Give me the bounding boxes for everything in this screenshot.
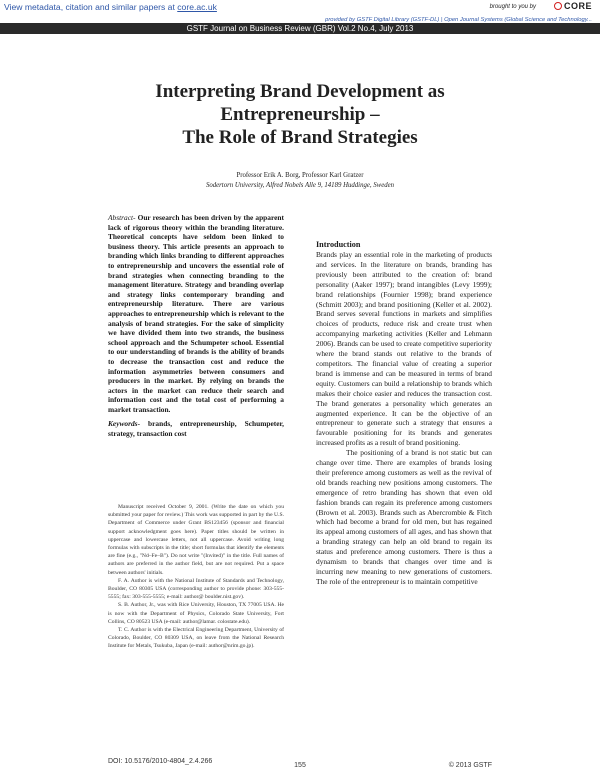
- footnote: F. A. Author is with the National Institute of Standards and Technology, Boulder, CO 80305 USA (corresponding author to provide phone: 303-555-5555; fax: 303-555-5555; e-mail: author@ boulder.nist.gov).: [108, 577, 284, 601]
- page-number: 155: [294, 762, 306, 769]
- right-column: [316, 239, 492, 587]
- left-column: [108, 213, 284, 439]
- paragraph: The positioning of a brand is not static but can change over time. There are examples of brands losing their preference among customers as well as the revival of old brands reaching new positions among customers. The emergence of retro branding has shown that even old fashion brands can regain its preference among customers (Brown et al. 2003). Brands such as Abercrombie & Fitch which had become a brand for old men, but has regained its appeal among customers of all ages, and has shown that a branding strategy can help an old brand to regain its status and preference among customers. There is thus a dynamism to brands that changes over time and is incurring new meaning to new generations of customers. The role of the entrepreneur is to maintain competitive: [316, 448, 492, 586]
- core-banner: [0, 0, 600, 14]
- abstract-text: Our research has been driven by the apparent lack of rigorous theory within the branding literature. Theoretical concepts have seldom been linked to business theory. This article presents an approach to branding which links branding to different approaches to entrepreneurship and uncovers the essential role of brand strategies when connecting branding to the management literature. Strategy and branding overlap and strategy links contemporary branding and entrepreneurship literature. There are various approaches to entrepreneurship which is relevant to the analysis of brand strategies. For the sake of simplicity we have divided them into two strands, the business school approach and the Schumpeter school. Essential to our understanding of brands is the ability of brands to decrease the transaction cost and reduce the information asymmetries between consumers and producers in the market. By relying on brands the actors in the market can reduce their search and information cost and the total cost of performing a market transaction.: [108, 213, 284, 414]
- affiliation: Sodertorn University, Alfred Nobels Alle 9, 14189 Huddinge, Sweden: [205, 182, 395, 189]
- introduction-body: [316, 250, 492, 587]
- doi: DOI: 10.5176/2010-4804_2.4.266: [108, 758, 213, 765]
- copyright: © 2013 GSTF: [448, 762, 492, 769]
- keywords-text: brands, entrepreneurship, Schumpeter, strategy, transaction cost: [108, 419, 284, 439]
- metadata-link[interactable]: View metadata, citation and similar papers at core.ac.uk: [4, 2, 217, 12]
- footnote: T. C. Author is with the Electrical Engineering Department, University of Colorado, Boulder, CO 80309 USA, on leave from the National Research Institute for Metals, Tsukuba, Japan (e-mail: author@nrim.go.jp).: [108, 627, 284, 650]
- authors: Professor Erik A. Borg, Professor Karl Gratzer: [236, 172, 364, 179]
- abstract-lead: Abstract-: [108, 213, 136, 222]
- paragraph: Brands play an essential role in the marketing of products and services. In the literature on brands, branding has previously been attributed to the creation of: brand personality (Aaker 1997); brand intangibles (Levy 1999); brand relationships (Fournier 1998); brand experience (Schmitt 2003); and brand positioning (Keller et al. 2002). Brand serves several functions in markets and simplifies choices of products, reduce risk and create trust when accompanying marketing activities (Keller and Lehmann 2006). Brands can be used to create competitive superiority where the brand stands out relative to the brands of competitors. The financial value of creating a superior brand is immense and can be measured in terms of brand equity. Customers can build a relationship to brands which makes their choice easier and reduces the transaction cost. The brand generates a personality which generates an augmented experience. It can be the objective of an entrepreneur to generate such a strategy that ensures a favourable positioning for its brands and generates increased profits as a result of brand positioning.: [316, 250, 492, 448]
- title-line: Entrepreneurship –: [220, 104, 380, 125]
- paper-title: [60, 80, 540, 149]
- title-line: Interpreting Brand Development as: [155, 81, 445, 102]
- core-logo[interactable]: CORE: [554, 1, 592, 11]
- title-line: The Role of Brand Strategies: [182, 127, 418, 148]
- abstract: [108, 213, 284, 414]
- introduction-heading: Introduction: [316, 240, 361, 249]
- footnote: S. B. Author, Jr., was with Rice University, Houston, TX 77005 USA. He is now with the Department of Physics, Colorado State University, Fort Collins, CO 80523 USA (e-mail: author@lamar. colostate.edu).: [108, 602, 284, 625]
- keywords: [108, 419, 284, 438]
- journal-header-text: GSTF Journal on Business Review (GBR) Vol.2 No.4, July 2013: [186, 24, 414, 33]
- brought-by-label: brought to you by: [489, 4, 536, 10]
- footnotes: [108, 503, 284, 651]
- core-logo-icon: [554, 2, 562, 10]
- footnote: Manuscript received October 9, 2001. (Write the date on which you submitted your paper for review.) This work was supported in part by the U.S. Department of Commerce under Grant BS123456 (sponsor and financial support acknowledgment goes here). Paper titles should be written in uppercase and lowercase letters, not all uppercase. Avoid writing long formulas with subscripts in the title; short formulas that identify the elements are fine (e.g., "Nd–Fe–B"). Do not write "(Invited)" in the title. Full names of authors are preferred in the author field, but are not required. Put a space between authors' initials.: [108, 504, 284, 576]
- keywords-lead: Keywords-: [108, 419, 141, 429]
- provided-by-link[interactable]: provided by GSTF Digital Library (GSTF-DL) | Open Journal Systems (Global Science and Technology...: [325, 17, 592, 23]
- journal-header: [0, 23, 600, 34]
